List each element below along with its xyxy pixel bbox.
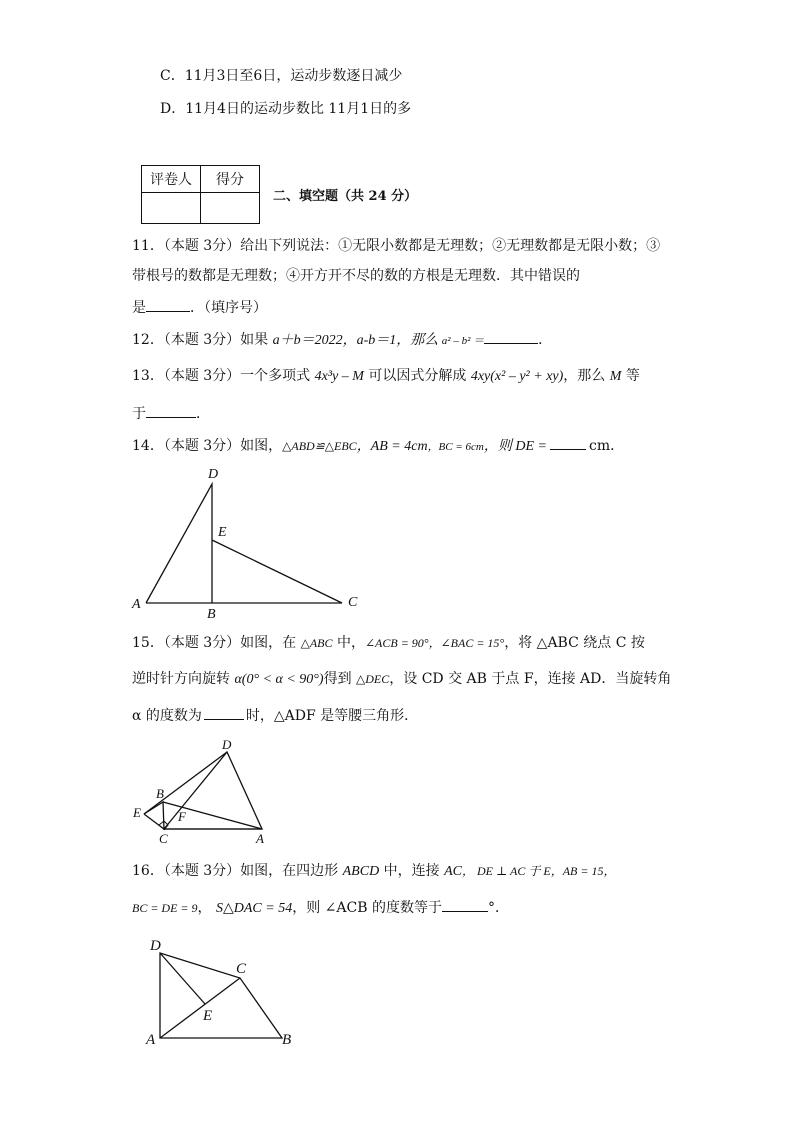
q15-line1a: 15．（本题 3分）如图，在 <box>132 635 301 651</box>
figure-16 <box>138 932 308 1052</box>
q11-line1: 11．（本题 3分）给出下列说法：①无限小数都是无理数；②无理数都是无限小数；③ <box>132 238 661 254</box>
fig16-label-d: D <box>150 938 161 954</box>
fig16-label-c: C <box>236 961 247 977</box>
option-d: D．11月4日的运动步数比 11月1日的多 <box>160 101 412 117</box>
q11-line2: 带根号的数都是无理数；④开方开不尽的数的方根是无理数．其中错误的 <box>132 268 580 284</box>
q15-line3a: α 的度数为 <box>132 708 202 724</box>
q12-pre: 12．（本题 3分）如果 <box>132 332 273 348</box>
q11-text-b: ．（填序号） <box>190 300 267 316</box>
q16-answer-blank[interactable] <box>442 897 488 912</box>
fig14-label-e: E <box>218 525 227 540</box>
q12-expression: a² – b² ＝ <box>441 335 485 347</box>
q16-bc-de: BC = DE = 9 <box>132 901 198 915</box>
q12-answer-blank[interactable] <box>484 329 538 344</box>
fig15-label-d: D <box>222 737 232 752</box>
q16-line1c: ， DE ⊥ AC 于 E，AB = 15， <box>461 864 616 878</box>
q13-answer-blank[interactable] <box>146 403 196 418</box>
quadrilateral-abcd <box>160 953 282 1038</box>
q16-line2b: ， <box>197 900 216 916</box>
q15-triangle: △ABC <box>300 636 333 650</box>
score-table-cell-grader[interactable] <box>142 193 201 224</box>
q15-line2c: ，设 CD 交 AB 于点 F，连接 AD．当旋转角 <box>389 671 672 687</box>
fig15-label-e: E <box>133 805 141 820</box>
fig14-label-a: A <box>132 597 141 612</box>
q14-unit: cm． <box>588 438 625 454</box>
fig14-label-d: D <box>208 467 219 482</box>
q15-answer-blank[interactable] <box>204 705 244 720</box>
fig15-label-b: B <box>156 786 164 801</box>
option-c: C．11月3日至6日，运动步数逐日减少 <box>160 68 403 84</box>
fig15-label-a: A <box>256 831 264 846</box>
q11-line3 <box>132 297 267 318</box>
q15-angle-acb: ∠ACB = 90° <box>364 636 429 650</box>
q13-post: ，那么 <box>563 368 610 384</box>
q13-line2a: 于 <box>132 406 146 422</box>
q16-line2 <box>132 897 509 919</box>
segment-ac <box>160 978 240 1038</box>
q13-line1 <box>132 366 640 387</box>
q14-ab: ，AB = 4cm <box>356 439 428 454</box>
q13-mid: 可以因式分解成 <box>363 368 471 384</box>
score-table <box>141 165 260 224</box>
fig16-label-a: A <box>146 1032 156 1048</box>
section-title: 二、填空题（共 24 分） <box>273 189 418 204</box>
score-table-header-grader: 评卷人 <box>142 166 201 193</box>
q12-line <box>132 329 552 351</box>
q16-line2d: °． <box>487 900 509 916</box>
q15-line2b: 得到 <box>323 671 357 687</box>
q16-line1 <box>132 861 615 882</box>
q16-line1b: 中，连接 <box>379 863 445 879</box>
q14-bc: ，BC = 6cm <box>427 441 484 453</box>
q14-answer-blank[interactable] <box>550 435 586 450</box>
fig16-label-e: E <box>203 1008 213 1024</box>
q15-alpha-range: α(0° < α < 90°) <box>234 672 324 687</box>
q15-line1c: ，将 △ABC 绕点 C 按 <box>504 635 645 651</box>
figure-14 <box>128 460 368 620</box>
q16-quad: ABCD <box>342 864 380 879</box>
q15-angle-bac: ，∠BAC = 15° <box>428 636 505 650</box>
q15-line3 <box>132 705 418 726</box>
q15-line2 <box>132 669 671 690</box>
score-table-header-score: 得分 <box>201 166 260 193</box>
triangle-abd <box>146 484 212 603</box>
q12-end: ． <box>538 332 553 348</box>
fig16-label-b: B <box>282 1032 292 1048</box>
score-table-cell-score[interactable] <box>201 193 260 224</box>
q16-ac: AC <box>444 864 462 879</box>
q13-post2: 等 <box>621 368 640 384</box>
q15-triangle-dec: △DEC <box>356 672 390 686</box>
q15-line3b: 时，△ADF 是等腰三角形． <box>245 708 419 724</box>
q14-congruence: △ABD≌△EBC <box>282 439 357 453</box>
fig14-label-b: B <box>207 607 216 620</box>
q13-factorization: 4xy(x² – y² + xy) <box>470 369 564 384</box>
q13-line2b: ． <box>196 406 210 422</box>
q16-line1a: 16．（本题 3分）如图，在四边形 <box>132 863 343 879</box>
q16-line2c: ，则 ∠ACB 的度数等于 <box>292 900 442 916</box>
q16-area: S△DAC = 54 <box>215 901 293 916</box>
q14-pre: 14．（本题 3分）如图， <box>132 438 283 454</box>
fig14-label-c: C <box>348 595 358 610</box>
segment-ec <box>212 540 342 603</box>
q13-line2 <box>132 403 210 424</box>
q14-line <box>132 435 624 457</box>
fig15-label-c: C <box>159 831 168 846</box>
q13-m: M <box>609 369 622 384</box>
q11-text-a: 是 <box>132 300 146 316</box>
q15-line1b: 中， <box>332 635 365 651</box>
q12-condition: a＋b＝2022，a-b＝1，那么 <box>272 333 442 348</box>
q11-answer-blank[interactable] <box>146 297 190 312</box>
fig15-label-f: F <box>178 809 186 824</box>
q13-pre: 13．（本题 3分）一个多项式 <box>132 368 315 384</box>
q15-line2a: 逆时针方向旋转 <box>132 671 235 687</box>
figure-15 <box>128 735 278 850</box>
segment-ed <box>144 752 227 814</box>
q13-polynomial: 4x³y – M <box>314 369 364 384</box>
q15-line1 <box>132 633 645 653</box>
q14-then: ，则 DE = <box>483 439 547 454</box>
